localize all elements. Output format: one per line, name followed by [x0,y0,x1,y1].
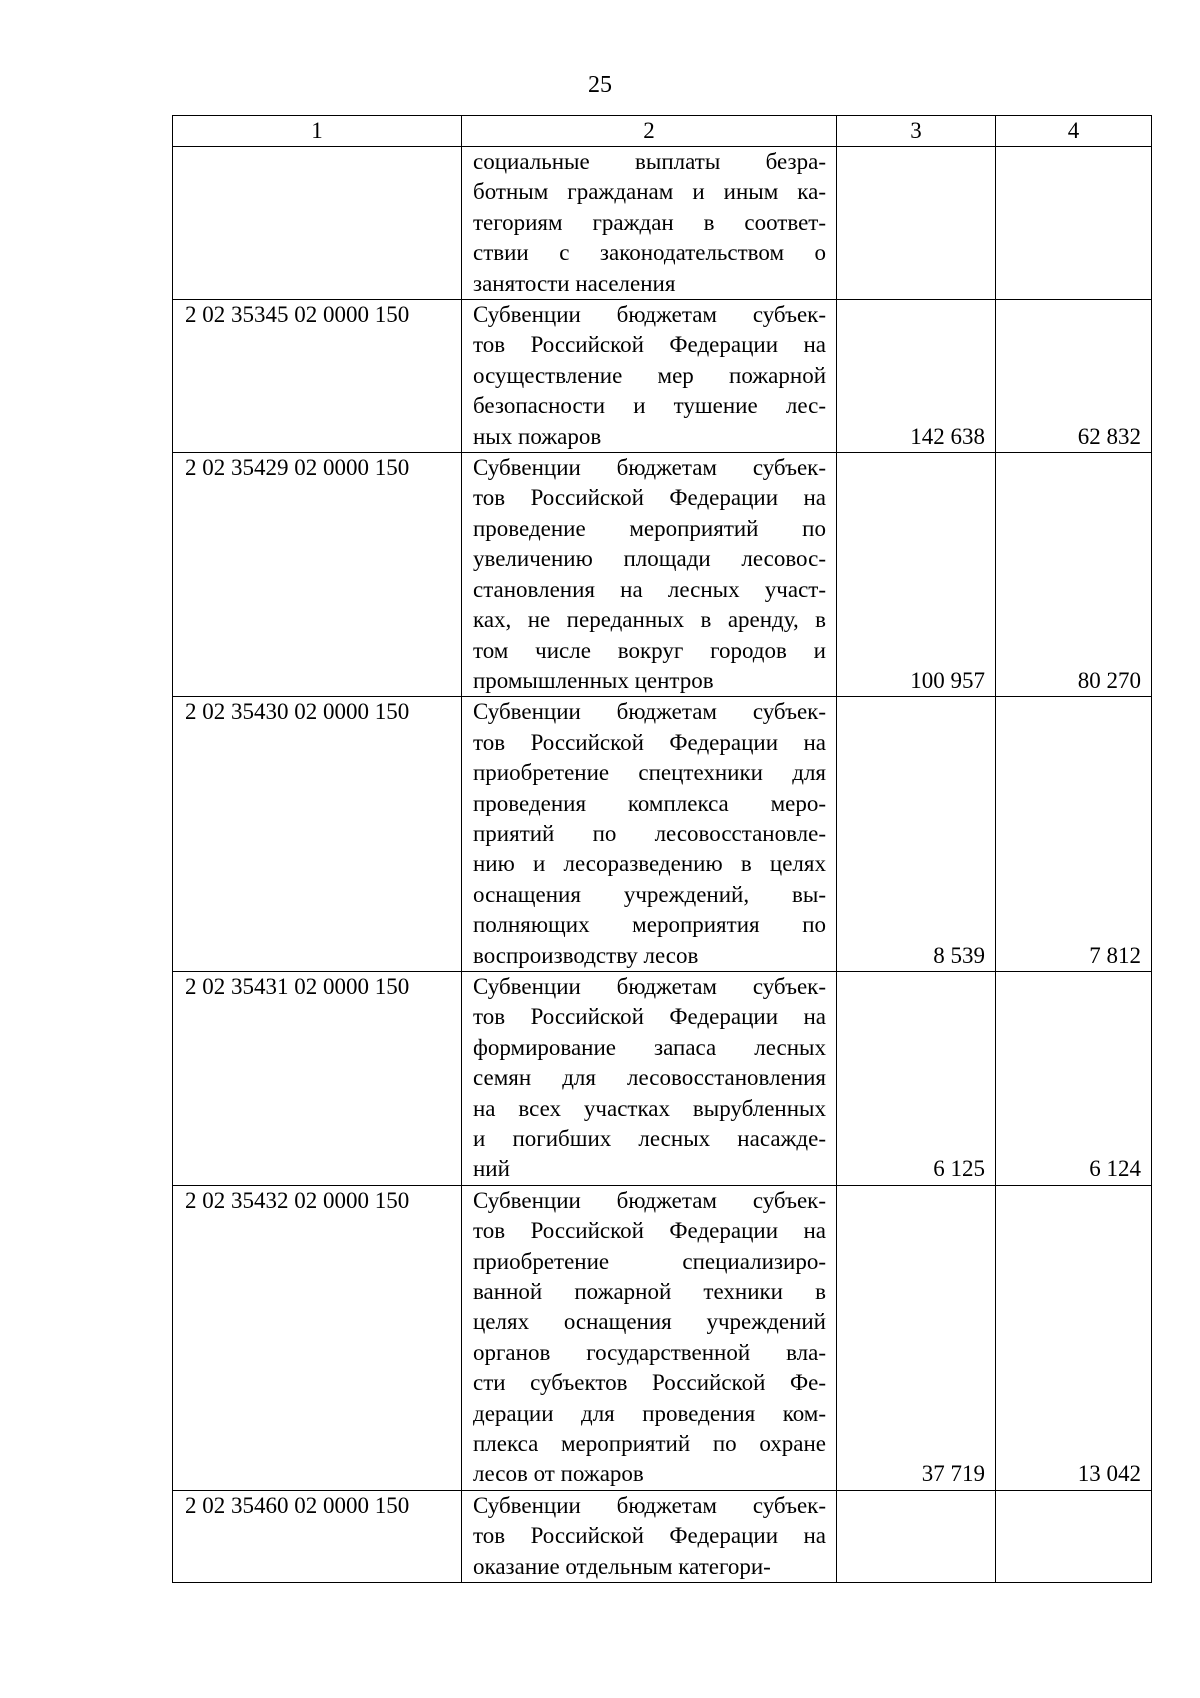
description-line: приобретение спецтехники для [473,760,826,786]
amount-col4-cell: 62 832 [996,300,1152,453]
description-line: органов государственной вла- [473,1339,826,1365]
description-line: целях оснащения учреждений [473,1309,826,1335]
description-line: приятий по лесовосстановле- [473,820,826,846]
description-line: тов Российской Федерации на [473,1004,826,1030]
description-line: тов Российской Федерации на [473,332,826,358]
description-line: Субвенции бюджетам субъек- [473,973,826,999]
description-line: формирование запаса лесных [473,1034,826,1060]
table-row [173,697,1152,972]
description-line: ствии с законодательством о [473,240,826,266]
description-line: полняющих мероприятия по [473,912,826,938]
amount-col4-cell [996,1490,1152,1582]
amount-col3-cell: 37 719 [837,1185,996,1490]
description-line: тов Российской Федерации на [473,729,826,755]
column-header-3: 3 [837,116,996,147]
amount-col3-cell: 142 638 [837,300,996,453]
table-row [173,300,1152,453]
amount-col3-cell: 100 957 [837,453,996,697]
description-cell [462,300,837,453]
table-row [173,453,1152,697]
description-line: Субвенции бюджетам субъек- [473,455,826,481]
description-line: плекса мероприятий по охране [473,1431,826,1457]
description-cell [462,1185,837,1490]
description-line: семян для лесовосстановления [473,1065,826,1091]
description-line: оказание отдельным категори- [473,1553,771,1579]
description-line: Субвенции бюджетам субъек- [473,1187,826,1213]
description-line: на всех участках вырубленных [473,1095,826,1121]
amount-col3-cell [837,147,996,300]
description-line: и погибших лесных насажде- [473,1126,826,1151]
table-row [173,1490,1152,1582]
amount-col4-cell: 7 812 [996,697,1152,972]
income-code-cell: 2 02 35345 02 0000 150 [173,300,462,453]
description-line: воспроизводству лесов [473,942,699,968]
description-line: тегориям граждан в соответ- [473,209,826,235]
income-code-cell: 2 02 35430 02 0000 150 [173,697,462,972]
page-number: 25 [588,72,612,98]
description-cell [462,971,837,1185]
amount-col4-cell: 80 270 [996,453,1152,697]
description-line: занятости населения [473,270,676,296]
description-line: сти субъектов Российской Фе- [473,1370,826,1396]
description-line: социальные выплаты безра- [473,149,826,174]
amount-col3-cell: 8 539 [837,697,996,972]
table-row [173,147,1152,300]
description-line: тов Российской Федерации на [473,1523,826,1549]
description-line: осуществление мер пожарной [473,362,826,388]
description-line: ботным гражданам и иным ка- [473,179,826,205]
column-header-1: 1 [173,116,462,147]
description-cell [462,697,837,972]
amount-col3-cell: 6 125 [837,971,996,1185]
description-line: дерации для проведения ком- [473,1400,826,1426]
description-line: лесов от пожаров [473,1461,644,1487]
amount-col3-cell [837,1490,996,1582]
description-cell [462,147,837,300]
description-line: проведения комплекса меро- [473,790,826,816]
amount-col4-cell [996,147,1152,300]
description-line: нию и лесоразведению в целях [473,851,826,877]
description-line: становления на лесных участ- [473,576,826,602]
column-header-4: 4 [996,116,1152,147]
income-code-cell [173,147,462,300]
description-line: безопасности и тушение лес- [473,393,826,419]
description-line: увеличению площади лесовос- [473,546,826,572]
income-code-cell: 2 02 35429 02 0000 150 [173,453,462,697]
description-line: оснащения учреждений, вы- [473,881,826,907]
budget-table [172,115,1152,1583]
description-line: промышленных центров [473,667,714,693]
header-row [173,116,1152,147]
description-line: Субвенции бюджетам субъек- [473,699,826,725]
column-header-2: 2 [462,116,837,147]
income-code-cell: 2 02 35432 02 0000 150 [173,1185,462,1490]
table-row [173,1185,1152,1490]
description-cell [462,1490,837,1582]
description-line: Субвенции бюджетам субъек- [473,302,826,328]
description-line: проведение мероприятий по [473,515,826,541]
description-line: ний [473,1156,510,1182]
description-line: ных пожаров [473,423,602,449]
amount-col4-cell: 13 042 [996,1185,1152,1490]
income-code-cell: 2 02 35460 02 0000 150 [173,1490,462,1582]
description-line: том числе вокруг городов и [473,637,826,663]
description-line: ванной пожарной техники в [473,1279,826,1305]
description-line: Субвенции бюджетам субъек- [473,1492,826,1518]
description-line: ках, не переданных в аренду, в [473,607,826,633]
description-cell [462,453,837,697]
description-line: приобретение специализиро- [473,1248,826,1274]
amount-col4-cell: 6 124 [996,971,1152,1185]
income-code-cell: 2 02 35431 02 0000 150 [173,971,462,1185]
description-line: тов Российской Федерации на [473,1218,826,1244]
description-line: тов Российской Федерации на [473,485,826,511]
table-row [173,971,1152,1185]
